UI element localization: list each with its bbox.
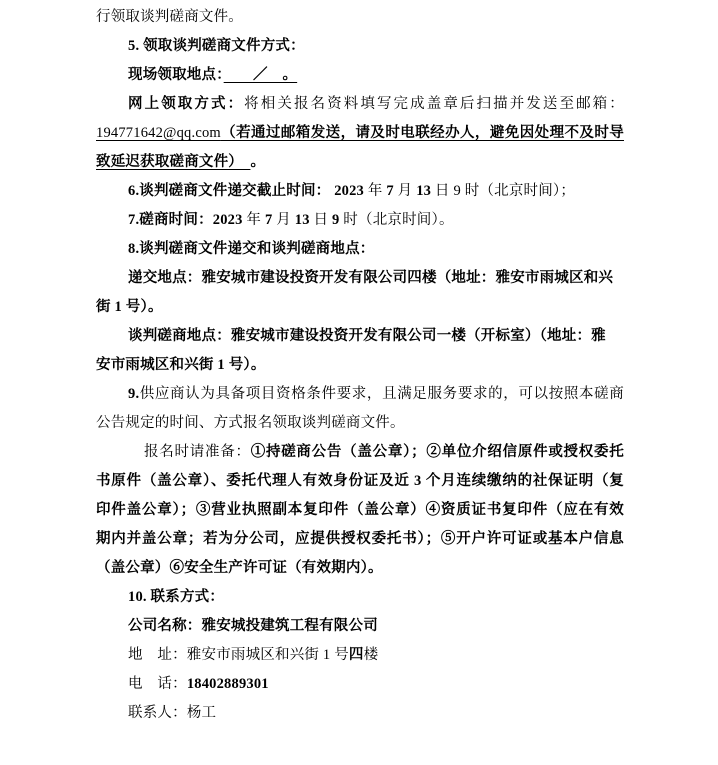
signup-materials-line5	[96, 554, 624, 583]
phone-number: 18402889301	[186, 676, 269, 692]
text-run: 。	[250, 154, 266, 170]
text-run: 7	[264, 212, 273, 228]
contact-person-line	[96, 699, 624, 728]
text-run: 地 址：雅安市雨城区和兴街 1 号	[128, 647, 349, 663]
address-line	[96, 641, 624, 670]
email-line-continuation	[96, 148, 624, 177]
text-run: 供应商认为具备项目资格条件要求，且满足服务要求的，可以按照本磋商	[139, 386, 624, 402]
text-run: ①持磋商公告（盖公章）；②单位介绍信原件或授权委托	[250, 444, 624, 460]
text-run: 年	[242, 212, 265, 228]
text-run: 谈判磋商地点：雅安城市建设投资开发有限公司一楼（开标室）（地址：雅	[128, 328, 606, 344]
company-name: 公司名称：雅安城投建筑工程有限公司	[128, 618, 378, 634]
text-run: 13	[416, 183, 432, 199]
text-run: 7.磋商时间：	[128, 212, 213, 228]
text-run: 楼	[363, 647, 379, 663]
section9-continuation	[96, 409, 624, 438]
section8-heading	[96, 235, 624, 264]
document-body	[96, 3, 624, 728]
text-run: 日	[309, 212, 333, 228]
text-run: （若通过邮箱发送，请及时电联经办人，避免因处理不及时导	[220, 125, 624, 141]
text-run: 公告规定的时间、方式报名领取谈判磋商文件。	[96, 415, 405, 431]
text-run: 将相关报名资料填写完成盖章后扫描并发送至邮箱：	[244, 96, 624, 112]
company-name-line	[96, 612, 624, 641]
signup-materials-line3	[96, 496, 624, 525]
text-run: 年	[364, 183, 387, 199]
text-run: 日 9 时（北京时间）；	[431, 183, 576, 199]
text-run: 9.	[128, 386, 140, 402]
text-run: 月	[272, 212, 295, 228]
text-run: 联系人：	[128, 705, 187, 721]
text-run: 8.谈判磋商文件递交和谈判磋商地点：	[128, 241, 375, 257]
signup-materials-line2	[96, 467, 624, 496]
text-run: 安市雨城区和兴街 1 号）。	[96, 357, 266, 373]
text-run: 10. 联系方式：	[128, 589, 225, 605]
text-run: 递交地点：雅安城市建设投资开发有限公司四楼（地址：雅安市雨城区和兴	[128, 270, 614, 286]
text-run: 行领取谈判磋商文件。	[96, 9, 243, 25]
email-line	[96, 119, 624, 148]
text-run: 报名时请准备：	[144, 444, 251, 460]
text-run: 街 1 号）。	[96, 299, 163, 315]
negotiation-address-continuation	[96, 351, 624, 380]
email-address: 194771642@qq.com	[96, 125, 221, 141]
onsite-pickup-line	[96, 61, 624, 90]
text-run: 13	[294, 212, 310, 228]
text-run: 2023	[334, 183, 365, 199]
submission-address-line	[96, 264, 624, 293]
text-run: 6.谈判磋商文件递交截止时间：	[128, 183, 335, 199]
text-run: 四	[348, 647, 364, 663]
text-run: 网上领取方式：	[128, 96, 245, 112]
text-run: 9	[332, 212, 340, 228]
online-pickup-line	[96, 90, 624, 119]
text-run: 致延迟获取磋商文件）	[96, 154, 251, 170]
submission-address-continuation	[96, 293, 624, 322]
text-run: 2023	[212, 212, 243, 228]
prev-paragraph-end	[96, 3, 624, 32]
text-run: 期内并盖公章；若为分公司，应提供授权委托书）；⑤开户许可证或基本户信息	[96, 531, 624, 547]
text-run: 印件盖公章）；③营业执照副本复印件（盖公章）④资质证书复印件（应在有效	[96, 502, 624, 518]
phone-line	[96, 670, 624, 699]
text-run: 电 话：	[128, 676, 187, 692]
section6-deadline-line	[96, 177, 624, 206]
section7-time-line	[96, 206, 624, 235]
signup-materials-line1	[96, 438, 624, 467]
contact-person-name: 杨工	[186, 705, 217, 721]
section10-heading	[96, 583, 624, 612]
section5-heading	[96, 32, 624, 61]
text-run: 时（北京时间）。	[339, 212, 454, 228]
text-run: 月	[393, 183, 417, 199]
text-run: 书原件（盖公章）、委托代理人有效身份证及近 3 个月连续缴纳的社保证明（复	[96, 473, 624, 489]
blank-slash-field: ／ 。	[223, 67, 298, 83]
section9-line	[96, 380, 624, 409]
text-run: 现场领取地点：	[128, 67, 224, 83]
signup-materials-line4	[96, 525, 624, 554]
text-run: 5. 领取谈判磋商文件方式：	[128, 38, 305, 54]
negotiation-address-line	[96, 322, 624, 351]
text-run: （盖公章）⑥安全生产许可证（有效期内）。	[96, 560, 383, 576]
text-run: 7	[386, 183, 394, 199]
